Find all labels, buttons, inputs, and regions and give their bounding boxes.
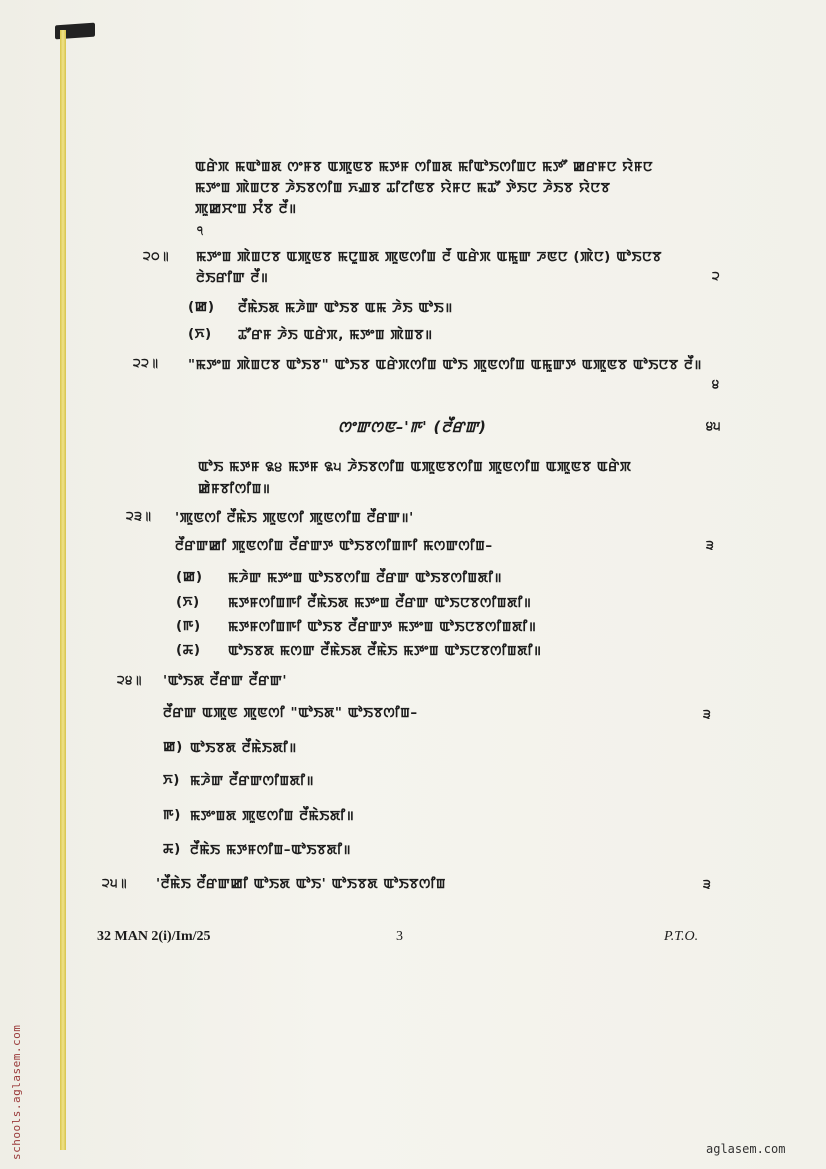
- option-text: ꯃꯍꯥꯛ ꯃꯇꯦꯡ ꯑꯣꯏꯕꯁꯤꯡ ꯂꯩꯔꯛ ꯑꯣꯏꯕꯁꯤꯡꯗꯤ॥: [228, 570, 503, 586]
- option-text: ꯂꯩꯃꯥꯏꯗ ꯃꯍꯥꯛ ꯑꯣꯏꯕ ꯑꯃ ꯍꯥꯏ ꯑꯣꯏ॥: [238, 300, 453, 316]
- section-marks: ੪੫: [706, 418, 721, 433]
- option-text: ꯑꯣꯏꯕꯗ ꯂꯩꯃꯥꯏꯗꯤ॥: [190, 740, 297, 756]
- question-marks: ੩: [703, 876, 711, 891]
- paragraph-line: ꯑꯔꯥꯞ ꯃꯑꯣꯡꯗ ꯁꯦꯝꯕ ꯑꯄꯨꯟꯕ ꯃꯇꯝ ꯁꯤꯡꯗ ꯃꯤꯑꯣꯏꯁꯤꯡꯅ ꯃꯇꯧ ꯀꯔꯝꯅ ꯌꯥꯝꯅ: [195, 159, 654, 175]
- option-text: ꯂꯩꯃꯥꯏ ꯃꯇꯝꯁꯤꯡ–ꯑꯣꯏꯕꯗꯤ॥: [190, 842, 352, 858]
- option-label: ꯘ): [163, 841, 181, 857]
- question-marks: ੪: [712, 376, 720, 391]
- option-label: (ꯘ): [176, 642, 201, 658]
- question-quote: 'ꯄꯨꯟꯁꯤ ꯂꯩꯃꯥꯏ ꯄꯨꯟꯁꯤ ꯄꯨꯟꯁꯤꯡ ꯂꯩꯔꯛ॥': [175, 510, 414, 526]
- option-text: ꯃꯇꯝꯁꯤꯡꯒꯤ ꯑꯣꯏꯕ ꯂꯩꯔꯛꯇ ꯃꯇꯦꯡ ꯑꯣꯏꯅꯕꯁꯤꯡꯗꯤ॥: [228, 619, 537, 635]
- question-number: ੨੦॥: [143, 248, 170, 263]
- option-label: (ꯈ): [176, 594, 200, 610]
- question-prompt: ꯂꯩꯔꯛꯀꯤ ꯄꯨꯟꯁꯤꯡ ꯂꯩꯔꯛꯇ ꯑꯣꯏꯕꯁꯤꯡꯒꯤ ꯃꯁꯛꯁꯤꯡ–: [175, 538, 493, 554]
- option-label: (ꯒ): [176, 618, 201, 634]
- question-marks: ੩: [706, 537, 714, 552]
- question-text: "ꯃꯇꯦꯡ ꯄꯥꯡꯅꯕ ꯑꯣꯏꯕ" ꯑꯣꯏꯕ ꯑꯔꯥꯞꯁꯤꯡ ꯑꯣꯏ ꯄꯨꯟꯁꯤꯡ ꯑꯃꯨꯛꯇ ꯑꯄꯨꯟꯕ ꯑꯣꯏꯅꯕ ꯂꯩ॥: [188, 357, 703, 373]
- option-text: ꯊꯧꯔꯝ ꯍꯥꯏ ꯑꯔꯥꯞ, ꯃꯇꯦꯡ ꯄꯥꯡꯕ॥: [238, 327, 433, 343]
- question-number: ੨੪॥: [117, 672, 142, 687]
- option-text: ꯑꯣꯏꯕꯗ ꯃꯁꯛ ꯂꯩꯃꯥꯏꯗ ꯂꯩꯃꯥꯏ ꯃꯇꯦꯡ ꯑꯣꯏꯅꯕꯁꯤꯡꯗꯤ॥: [228, 643, 542, 659]
- question-number: ੨੨॥: [133, 355, 159, 370]
- question-prompt: ꯂꯩꯔꯛ ꯑꯄꯨꯟ ꯄꯨꯟꯁꯤ "ꯑꯣꯏꯗ" ꯑꯣꯏꯕꯁꯤꯡ–: [163, 705, 418, 721]
- section-intro: ꯀꯥꯝꯕꯤꯁꯤꯡ॥: [198, 481, 271, 497]
- question-marks: ੨: [712, 268, 720, 283]
- paragraph-mark: ੧: [197, 224, 204, 237]
- option-label: (ꯈ): [188, 326, 212, 342]
- watermark-left: schools.aglasem.com: [10, 1024, 23, 1160]
- question-marks: ੩: [703, 706, 711, 721]
- option-text: ꯃꯇꯦꯡꯗ ꯄꯨꯟꯁꯤꯡ ꯂꯩꯃꯥꯏꯗꯤ॥: [190, 808, 355, 824]
- option-label: ꯒ): [163, 807, 181, 823]
- question-text: 'ꯂꯩꯃꯥꯏ ꯂꯩꯔꯛꯀꯤ ꯑꯣꯏꯗ ꯑꯣꯏ' ꯑꯣꯏꯕꯗ ꯑꯣꯏꯕꯁꯤꯡ: [156, 876, 447, 892]
- top-paragraph: [195, 157, 735, 220]
- watermark-bottom: aglasem.com: [706, 1142, 786, 1156]
- option-text: ꯃꯇꯝꯁꯤꯡꯒꯤ ꯂꯩꯃꯥꯏꯗ ꯃꯇꯦꯡ ꯂꯩꯔꯛ ꯑꯣꯏꯅꯕꯁꯤꯡꯗꯤ॥: [228, 595, 532, 611]
- paragraph-line: ꯃꯇꯦꯡ ꯄꯥꯡꯅꯕ ꯍꯥꯏꯕꯁꯤꯡ ꯈꯉꯕ ꯊꯤꯖꯤꯟꯕ ꯌꯥꯝꯅ ꯃꯊꯧ ꯇꯥꯏꯅ ꯍꯥꯏꯕ ꯌꯥꯅꯕ: [195, 180, 611, 196]
- question-number: ੨੩॥: [126, 508, 152, 523]
- option-label: ꯀ): [163, 739, 183, 755]
- paragraph-line: ꯄꯨꯀꯆꯦꯡ ꯆꯪꯕ ꯂꯩ॥: [195, 201, 297, 217]
- question-quote: 'ꯑꯣꯏꯗ ꯂꯩꯔꯛ ꯂꯩꯔꯛ': [163, 673, 288, 689]
- pto-label: P.T.O.: [664, 929, 699, 944]
- option-label: (ꯀ): [176, 569, 203, 585]
- page-number: 3: [396, 929, 403, 944]
- section-title: ꯁꯦꯛꯁꯟ–'ꯒ' (ꯂꯩꯔꯛ): [338, 418, 487, 436]
- question-text: ꯃꯇꯦꯡ ꯄꯥꯡꯅꯕ ꯑꯄꯨꯟꯕ ꯃꯅꯨꯡꯗ ꯄꯨꯟꯁꯤꯡ ꯂꯩ ꯑꯔꯥꯞ ꯑꯃꯨꯛ ꯍꯟꯅ (ꯄꯥꯅ) ꯑꯣꯏꯅꯕ: [196, 249, 663, 265]
- option-text: ꯃꯍꯥꯛ ꯂꯩꯔꯛꯁꯤꯡꯗꯤ॥: [190, 773, 315, 789]
- option-label: (ꯀ): [188, 299, 215, 315]
- question-text: ꯂꯥꯏꯔꯤꯛ ꯂꯩ॥: [196, 270, 269, 286]
- question-number: ੨੫॥: [102, 875, 128, 890]
- section-intro: ꯑꯣꯏ ꯃꯇꯝ ꯲੪ ꯃꯇꯝ ꯲੫ ꯍꯥꯏꯕꯁꯤꯡ ꯑꯄꯨꯟꯕꯁꯤꯡ ꯄꯨꯟꯁꯤꯡ ꯑꯄꯨꯟꯕ ꯑꯔꯥꯞ: [198, 459, 632, 475]
- page-binding-edge: [60, 30, 66, 1150]
- option-label: ꯈ): [163, 772, 181, 788]
- paper-code: 32 MAN 2(i)/Im/25: [97, 929, 211, 944]
